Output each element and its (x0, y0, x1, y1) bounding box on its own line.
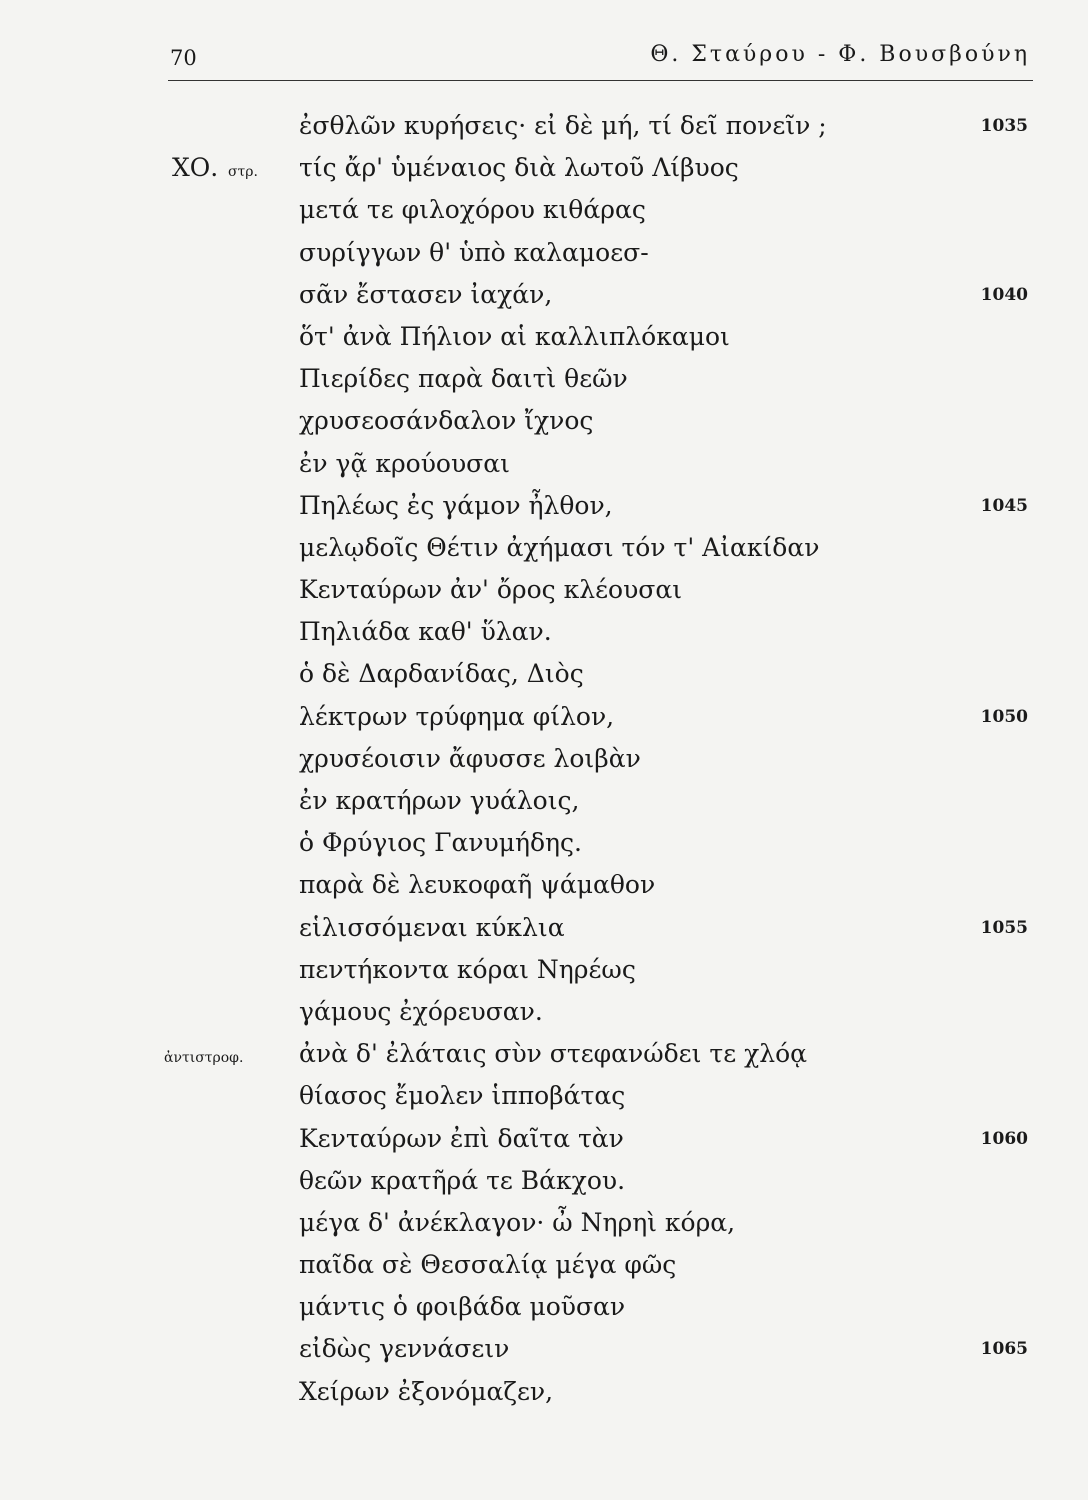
verse-text: Κενταύρων ἀν' ὄρος κλέουσαι (299, 575, 683, 605)
verse-line (0, 527, 1088, 569)
verse-line (0, 822, 1088, 864)
verse-text: μέγα δ' ἀνέκλαγον· ὦ Νηρηὶ κόρα, (299, 1207, 736, 1237)
line-number: 1050 (980, 706, 1028, 727)
verse-text: χρυσέοισιν ἄφυσσε λοιβὰν (299, 743, 641, 773)
verse-text: θίασος ἔμολεν ἱπποβάτας (299, 1081, 626, 1111)
verse-text: πεντήκοντα κόραι Νηρέως (299, 954, 636, 984)
verse-line (0, 611, 1088, 653)
verse-text: ὁ Φρύγιος Γανυμήδης. (299, 828, 582, 858)
line-number: 1045 (980, 495, 1028, 516)
strophe-label: στρ. (228, 164, 258, 181)
verse-line (0, 1286, 1088, 1328)
verse-text: θεῶν κρατῆρά τε Βάκχου. (299, 1165, 626, 1195)
page-number: 70 (170, 46, 197, 70)
verse-line (0, 907, 1088, 949)
verse-text: Κενταύρων ἐπὶ δαῖτα τὰν (299, 1123, 624, 1153)
verse-line (0, 1033, 1088, 1075)
verse-text: παρὰ δὲ λευκοφαῆ ψάμαθον (299, 870, 656, 900)
verse-line (0, 400, 1088, 442)
verse-text: εἱλισσόμεναι κύκλια (299, 912, 565, 942)
verse-line (0, 991, 1088, 1033)
verse-text: λέκτρων τρύφημα φίλον, (299, 701, 615, 731)
verse-line (0, 1160, 1088, 1202)
line-number: 1035 (980, 116, 1028, 136)
verse-line (0, 569, 1088, 611)
verse-line (0, 949, 1088, 991)
verse-text: χρυσεοσάνδαλον ἴχνος (299, 406, 594, 436)
verse-text: Πιερίδες παρὰ δαιτὶ θεῶν (299, 364, 628, 394)
verse-text: γάμους ἐχόρευσαν. (299, 996, 543, 1026)
verse-text: ἐν κρατήρων γυάλοις, (299, 786, 580, 815)
verse-line (0, 485, 1088, 527)
verse-text: ἀνὰ δ' ἐλάταις σὺν στεφανώδει τε χλόᾳ (299, 1039, 808, 1069)
header-divider (168, 80, 1033, 81)
verse-text: ἐν γᾷ κρούουσαι (299, 448, 510, 478)
verse-text: Πηλέως ἐς γάμον ἦλθον, (299, 490, 613, 520)
verse-text: μετά τε φιλοχόρου κιθάρας (299, 195, 646, 225)
verse-line (0, 864, 1088, 906)
verse-text: ὁ δὲ Δαρδανίδας, Διὸς (299, 659, 584, 689)
line-number: 1055 (980, 917, 1028, 938)
verse-line (0, 1075, 1088, 1117)
verse-text: τίς ἄρ' ὑμέναιος διὰ λωτοῦ Λίβυος (299, 153, 739, 183)
verse-line (0, 189, 1088, 231)
running-header: Θ. Σταύρου - Φ. Βουσβούνη (650, 42, 1030, 67)
verse-line (0, 1202, 1088, 1244)
verse-list (0, 105, 1088, 1413)
verse-line (0, 316, 1088, 358)
speaker-label: ΧΟ. (172, 153, 219, 183)
verse-text: εἰδὼς γεννάσειν (299, 1334, 510, 1364)
verse-line (0, 1371, 1088, 1413)
verse-text: Πηλιάδα καθ' ὕλαν. (299, 617, 552, 647)
verse-line (0, 105, 1088, 147)
line-number: 1065 (980, 1339, 1028, 1360)
verse-text: μάντις ὁ φοιβάδα μοῦσαν (299, 1292, 626, 1322)
verse-line (0, 696, 1088, 738)
strophe-label: ἀντιστροφ. (164, 1050, 244, 1067)
verse-line (0, 147, 1088, 189)
verse-text: ἐσθλῶν κυρήσεις· εἰ δὲ μή, τί δεῖ πονεῖν ; (299, 111, 827, 140)
verse-text: σᾶν ἔστασεν ἰαχάν, (299, 279, 553, 309)
verse-text: παῖδα σὲ Θεσσαλίᾳ μέγα φῶς (299, 1250, 677, 1280)
line-number: 1040 (980, 284, 1028, 305)
verse-line (0, 1118, 1088, 1160)
verse-line (0, 1328, 1088, 1370)
verse-line (0, 358, 1088, 400)
verse-line (0, 738, 1088, 780)
verse-text: συρίγγων θ' ὑπὸ καλαμοεσ- (299, 237, 649, 267)
verse-line (0, 1244, 1088, 1286)
verse-line (0, 780, 1088, 822)
verse-line (0, 232, 1088, 274)
verse-line (0, 443, 1088, 485)
verse-text: ὅτ' ἀνὰ Πήλιον αἱ καλλιπλόκαμοι (299, 321, 730, 351)
verse-text: Χείρων ἐξονόμαζεν, (299, 1376, 554, 1406)
verse-text: μελῳδοῖς Θέτιν ἀχήμασι τόν τ' Αἰακίδαν (299, 532, 820, 562)
verse-line (0, 653, 1088, 695)
verse-line (0, 274, 1088, 316)
line-number: 1060 (980, 1128, 1028, 1149)
